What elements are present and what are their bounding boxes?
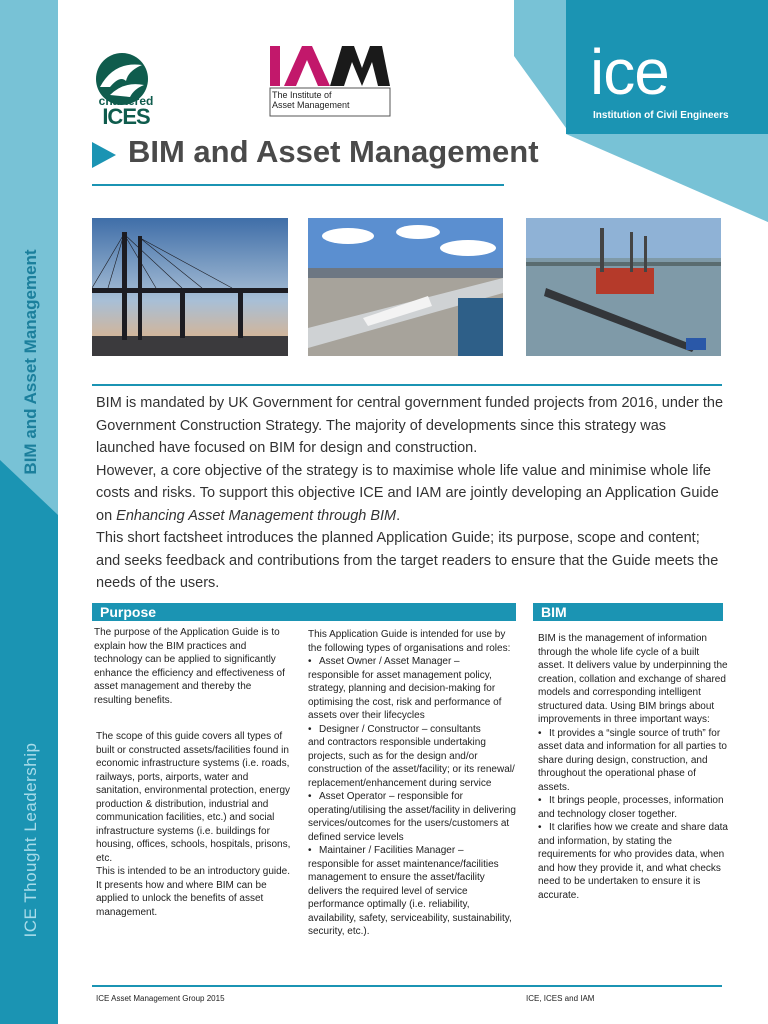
role-title: Asset Operator – responsible for bbox=[319, 791, 463, 802]
purpose-paragraph-2: The scope of this guide covers all types of built or constructed assets/facilities found in economic infrastructure systems (i.e. roads, railways, ports, airports, water and sanitation, environmental protection, energy production & distribution, industrial and communication facilities, etc.) and social infrastructure systems (i.e. buildings for housing, offices, schools, hospitals, prisons, etc. bbox=[96, 731, 291, 864]
intro-divider bbox=[92, 384, 722, 386]
intro-guide-title: Enhancing Asset Management through BIM bbox=[116, 507, 397, 524]
purpose-paragraph-1: The purpose of the Application Guide is to explain how the BIM practices and technology can be applied to significantly enhance the efficiency and effectiveness of asset management and thereby the resulting benefits. bbox=[94, 627, 285, 706]
page-title: BIM and Asset Management bbox=[128, 134, 539, 169]
role-text: responsible for asset maintenance/facilities management to ensure the asset/facility delivers the required level of service performance optimally (i.e. reliability, availability, safety, serviceability, sustainability, security, etc.). bbox=[308, 858, 512, 937]
ice-logo: ice bbox=[590, 36, 669, 108]
sidebar-bottom-text: ICE Thought Leadership bbox=[21, 742, 40, 938]
bim-heading: BIM bbox=[533, 603, 723, 621]
sidebar-top-text: BIM and Asset Management bbox=[21, 249, 40, 475]
list-item bbox=[308, 655, 518, 723]
purpose-column-2 bbox=[308, 628, 518, 939]
footer-right: ICE, ICES and IAM bbox=[526, 994, 595, 1003]
list-item bbox=[308, 723, 518, 791]
intro-paragraph-2-end: . bbox=[396, 507, 401, 524]
list-item bbox=[308, 844, 518, 939]
ices-logo-line1: chartered bbox=[98, 94, 154, 108]
list-item bbox=[538, 821, 728, 902]
role-text: responsible for asset management policy, strategy, planning and decision-making for optimising the cost, risk and performance of assets over their lifecycles bbox=[308, 669, 502, 721]
bullet-icon: • bbox=[308, 723, 312, 735]
role-title: Maintainer / Facilities Manager – bbox=[319, 845, 464, 856]
bim-point: It brings people, processes, information and technology closer together. bbox=[538, 795, 724, 820]
bullet-icon: • bbox=[308, 791, 312, 802]
bullet-icon: • bbox=[538, 727, 542, 739]
title-divider bbox=[92, 184, 504, 186]
bullet-icon: • bbox=[538, 822, 542, 833]
list-item bbox=[538, 727, 728, 795]
purpose-heading: Purpose bbox=[92, 603, 516, 621]
ices-logo-line2: ICES bbox=[102, 104, 150, 129]
role-text: operating/utilising the asset/facility in delivering services/outcomes for the users/customers at defined service levels bbox=[308, 804, 516, 843]
iam-logo-text bbox=[272, 90, 350, 110]
bim-point: It provides a “single source of truth” for asset data and information for all parties to share during design, construction, and throughout the operational phase of assets. bbox=[538, 727, 727, 793]
roles-list bbox=[308, 655, 518, 939]
footer-left: ICE Asset Management Group 2015 bbox=[96, 994, 225, 1003]
list-item bbox=[538, 794, 728, 821]
purpose-paragraph-3: This is intended to be an introductory guide. It presents how and where BIM can be applied to unlock the benefits of asset management. bbox=[96, 866, 291, 918]
intro-paragraph-2 bbox=[96, 460, 726, 528]
purpose-column-1-top bbox=[94, 626, 290, 707]
list-item bbox=[308, 790, 518, 844]
maglev-train-photo bbox=[308, 218, 503, 356]
intro-paragraph-1: BIM is mandated by UK Government for central government funded projects from 2016, under the Government Construction Strategy. The majority of developments since this strategy was launched have focused on BIM for design and construction. bbox=[96, 395, 724, 456]
intro-paragraph-3: This short factsheet introduces the planned Application Guide; its purpose, scope and content; and seeks feedback and contributions from the target readers to ensure that the Guide meets the needs of the users. bbox=[96, 530, 719, 591]
purpose-column-1-bottom bbox=[96, 730, 296, 919]
role-title: Asset Owner / Asset Manager – bbox=[319, 656, 460, 667]
bim-column bbox=[538, 632, 728, 902]
footer-divider bbox=[92, 985, 722, 987]
roles-intro: This Application Guide is intended for use by the following types of organisations and roles: bbox=[308, 629, 511, 654]
bullet-icon: • bbox=[308, 845, 312, 856]
offshore-rig-photo bbox=[526, 218, 721, 356]
iam-logo-line2: Asset Management bbox=[272, 100, 350, 110]
bim-point: It clarifies how we create and share data and information, by stating the requirements for who provides data, when and how they provide it, and what checks need to be undertaken to ensure it is accurate. bbox=[538, 822, 728, 901]
intro-paragraph-2-start: However, a core objective of the strategy is to maximise whole life value and minimise whole life costs and risks. To support this objective ICE and IAM are jointly developing an Application Guide on bbox=[96, 462, 719, 524]
title-arrow-icon bbox=[92, 142, 116, 168]
role-text: and contractors responsible undertaking projects, such as for the design and/or construction of the asset/facility; or its renewal/ replacement/enhancement during service bbox=[308, 737, 515, 789]
bullet-icon: • bbox=[538, 795, 542, 806]
ice-logo-subtitle: Institution of Civil Engineers bbox=[593, 110, 729, 121]
role-title: Designer / Constructor – consultants bbox=[319, 723, 481, 735]
bim-points-list bbox=[538, 727, 728, 903]
iam-logo-line1: The Institute of bbox=[272, 90, 332, 100]
bullet-icon: • bbox=[308, 656, 312, 667]
bridge-photo bbox=[92, 218, 288, 356]
bim-intro: BIM is the management of information through the whole life cycle of a built asset. It delivers value by underpinning the creation, collation and exchange of shared models and corresponding intelligent structured data. Using BIM brings about improvements in three important ways: bbox=[538, 633, 728, 725]
intro-text bbox=[96, 392, 726, 595]
